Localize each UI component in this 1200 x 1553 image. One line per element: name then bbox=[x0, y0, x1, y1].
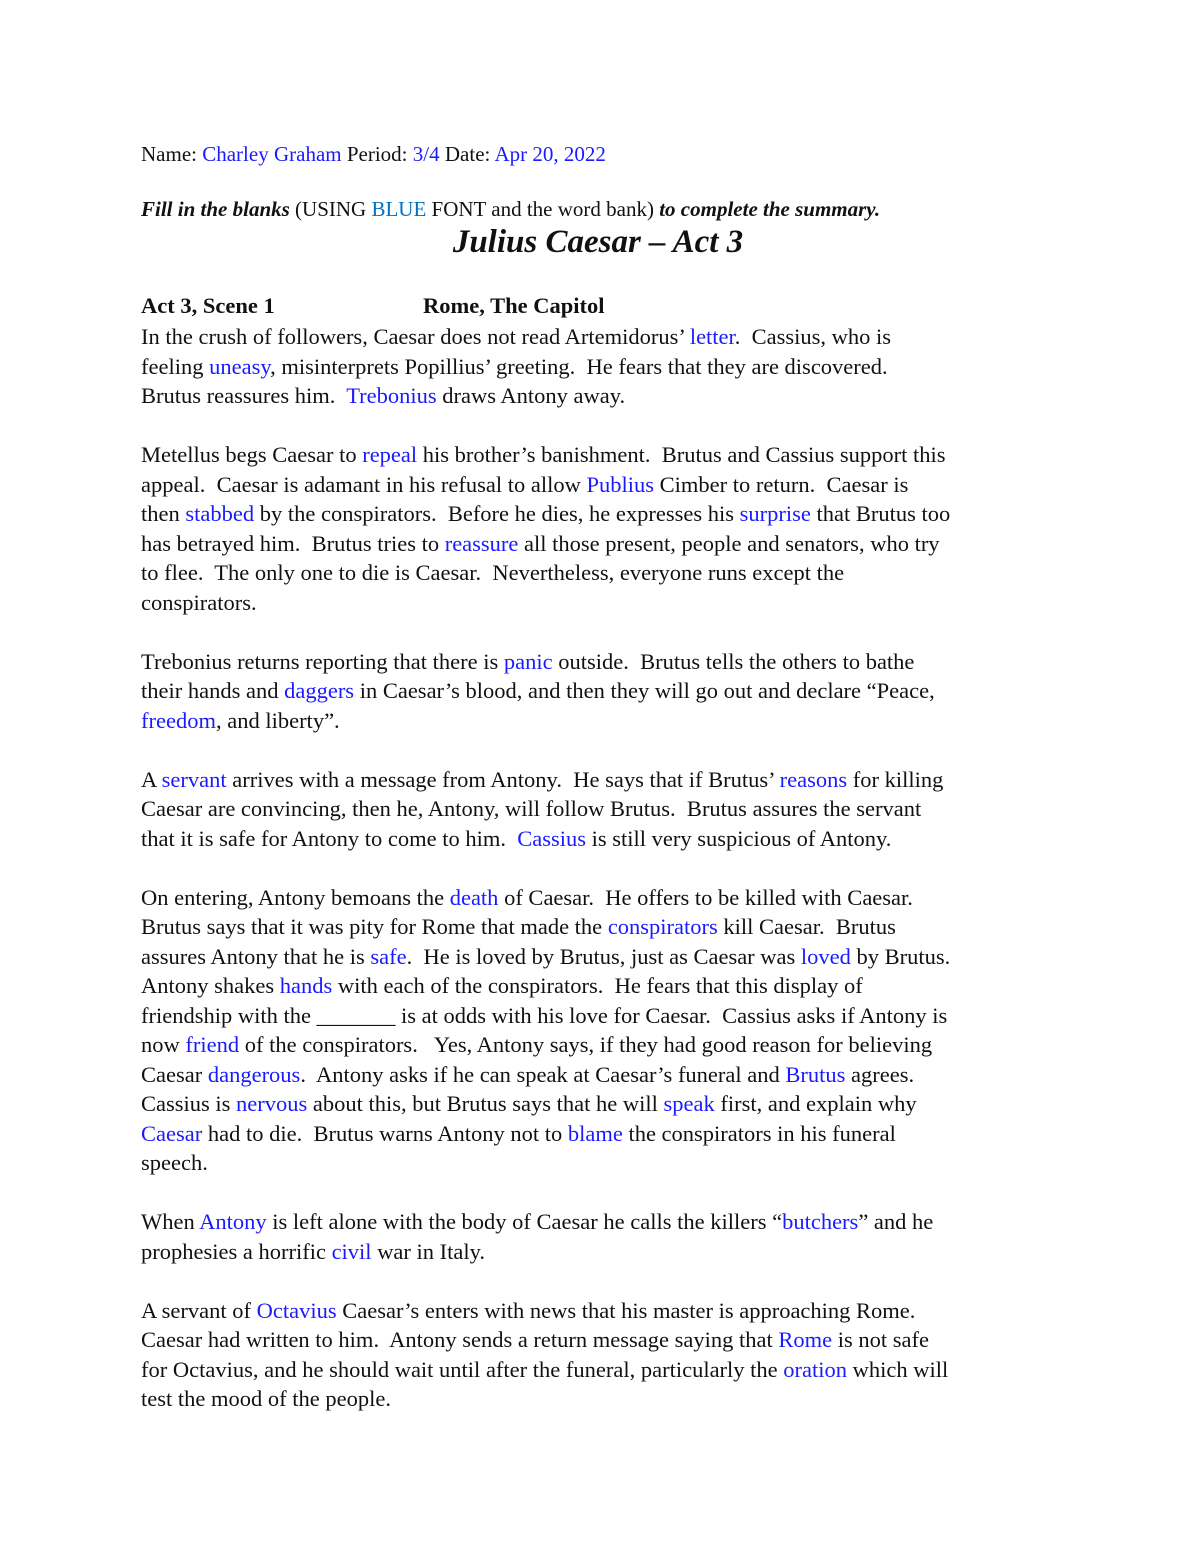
text-segment: in Caesar’s blood, and then they will go out and declare “Peace, bbox=[354, 678, 935, 703]
text-line bbox=[141, 381, 950, 411]
filled-blank: conspirators bbox=[607, 914, 718, 939]
text-line bbox=[141, 1030, 950, 1060]
text-line bbox=[141, 440, 950, 470]
text-line bbox=[141, 676, 950, 706]
text-line bbox=[141, 647, 950, 677]
text-segment: that it is safe for Antony to come to him. bbox=[141, 825, 518, 851]
text-line bbox=[141, 1207, 950, 1237]
text-line bbox=[141, 1237, 950, 1267]
text-segment: A bbox=[141, 766, 162, 792]
text-segment: , and liberty”. bbox=[215, 707, 340, 733]
text-segment: by Brutus. bbox=[850, 943, 951, 969]
text-segment: has betrayed him. Brutus tries to bbox=[141, 530, 445, 556]
text-line bbox=[141, 1384, 950, 1414]
text-segment: all those present, people and senators, who try bbox=[518, 530, 940, 556]
paragraph-gap bbox=[141, 411, 950, 441]
text-segment: Caesar had written to him. Antony sends a return message saying that bbox=[141, 1327, 779, 1352]
text-segment: Caesar’s enters with news that his master is approaching Rome. bbox=[336, 1297, 916, 1323]
scene-heading bbox=[141, 293, 605, 319]
filled-blank: Antony bbox=[199, 1209, 267, 1234]
summary-paragraph bbox=[141, 883, 950, 1178]
text-segment: now bbox=[141, 1032, 186, 1057]
text-segment: by the conspirators. Before he dies, he expresses his bbox=[254, 501, 740, 526]
filled-blank: butchers bbox=[782, 1209, 859, 1234]
period-value: 3/4 bbox=[412, 142, 440, 166]
text-segment: draws Antony away. bbox=[436, 383, 626, 408]
text-segment: outside. Brutus tells the others to bathe bbox=[552, 648, 915, 674]
text-segment: Brutus reassures him. bbox=[141, 383, 347, 408]
paragraph-gap bbox=[141, 735, 950, 765]
period-label: Period: bbox=[341, 142, 413, 166]
text-segment: . Cassius, who is bbox=[734, 324, 892, 349]
text-line bbox=[141, 794, 950, 824]
filled-blank: servant bbox=[161, 766, 227, 792]
filled-blank: death bbox=[449, 884, 499, 910]
text-segment: assures Antony that he is bbox=[141, 943, 371, 969]
text-segment: speech. bbox=[141, 1150, 208, 1175]
date-value: Apr 20, 2022 bbox=[494, 142, 606, 166]
text-line bbox=[141, 1325, 950, 1355]
text-segment: Brutus says that it was pity for Rome that made the bbox=[141, 914, 608, 939]
student-info-line bbox=[141, 142, 606, 167]
text-line bbox=[141, 912, 950, 942]
text-segment: their hands and bbox=[141, 678, 285, 703]
text-segment: Caesar are convincing, then he, Antony, will follow Brutus. Brutus assures the servant bbox=[141, 796, 922, 821]
filled-blank: stabbed bbox=[185, 501, 255, 526]
text-segment: In the crush of followers, Caesar does not read Artemidorus’ bbox=[141, 324, 690, 349]
summary-paragraph bbox=[141, 765, 950, 854]
scene-location: Rome, The Capitol bbox=[423, 293, 605, 318]
filled-blank: nervous bbox=[236, 1091, 308, 1116]
text-segment: Caesar bbox=[141, 1061, 208, 1087]
text-segment: the conspirators in his funeral bbox=[622, 1120, 896, 1146]
text-segment: with each of the conspirators. He fears that this display of bbox=[332, 973, 863, 998]
instructions-part5: to complete the summary. bbox=[659, 197, 881, 221]
filled-blank: speak bbox=[663, 1091, 715, 1116]
filled-blank: dangerous bbox=[207, 1061, 301, 1087]
text-line bbox=[141, 1060, 950, 1090]
text-segment: is still very suspicious of Antony. bbox=[585, 825, 892, 851]
instructions-part1: Fill in the blanks bbox=[141, 197, 290, 221]
text-segment: prophesies a horrific bbox=[141, 1238, 332, 1264]
text-line bbox=[141, 706, 950, 736]
text-segment: kill Caesar. Brutus bbox=[717, 914, 896, 939]
filled-blank: letter bbox=[689, 324, 735, 349]
document-title: Julius Caesar – Act 3 bbox=[452, 224, 744, 260]
summary-paragraph bbox=[141, 322, 950, 411]
text-segment: his brother’s banishment. Brutus and Cassius support this bbox=[417, 442, 946, 467]
text-segment: ” and he bbox=[858, 1209, 934, 1234]
name-label: Name: bbox=[141, 142, 203, 166]
text-segment: which will bbox=[847, 1356, 949, 1382]
text-segment: had to die. Brutus warns Antony not to bbox=[202, 1120, 568, 1146]
paragraph-gap bbox=[141, 1266, 950, 1296]
text-segment: Cimber to return. Caesar is bbox=[654, 471, 909, 497]
text-segment: conspirators. bbox=[141, 589, 257, 615]
text-segment: A servant of bbox=[141, 1297, 257, 1323]
text-segment: On entering, Antony bemoans the bbox=[141, 884, 450, 910]
text-line bbox=[141, 824, 950, 854]
filled-blank: reasons bbox=[779, 766, 848, 792]
text-line bbox=[141, 499, 950, 529]
text-line bbox=[141, 1001, 950, 1031]
text-segment: test the mood of the people. bbox=[141, 1386, 391, 1411]
text-line bbox=[141, 588, 950, 618]
filled-blank: loved bbox=[800, 943, 851, 969]
text-line bbox=[141, 883, 950, 913]
text-segment: then bbox=[141, 501, 186, 526]
filled-blank: daggers bbox=[284, 678, 355, 703]
text-segment: , misinterprets Popillius’ greeting. He fears that they are discovered. bbox=[270, 353, 888, 379]
paragraph-gap bbox=[141, 617, 950, 647]
filled-blank: Trebonius bbox=[346, 383, 437, 408]
filled-blank: Rome bbox=[778, 1327, 833, 1352]
text-segment: to flee. The only one to die is Caesar. Nevertheless, everyone runs except the bbox=[141, 560, 845, 585]
paragraph-gap bbox=[141, 1178, 950, 1208]
filled-blank: surprise bbox=[739, 501, 811, 526]
text-segment: for Octavius, and he should wait until after the funeral, particularly the bbox=[141, 1356, 784, 1382]
text-segment: Cassius is bbox=[141, 1091, 237, 1116]
text-line bbox=[141, 1148, 950, 1178]
text-segment: for killing bbox=[847, 766, 944, 792]
filled-blank: panic bbox=[503, 648, 553, 674]
text-segment: . He is loved by Brutus, just as Caesar was bbox=[406, 943, 801, 969]
text-line bbox=[141, 1296, 950, 1326]
filled-blank: civil bbox=[331, 1238, 372, 1264]
text-segment: first, and explain why bbox=[714, 1091, 917, 1116]
filled-blank: safe bbox=[370, 943, 407, 969]
text-segment: friendship with the _______ is at odds with his love for Caesar. Cassius asks if Antony is bbox=[141, 1002, 948, 1028]
text-segment: that Brutus too bbox=[810, 501, 951, 526]
filled-blank: blame bbox=[567, 1120, 623, 1146]
filled-blank: repeal bbox=[362, 442, 418, 467]
instructions bbox=[141, 197, 880, 222]
instructions-blue-word: BLUE bbox=[371, 197, 427, 221]
text-line bbox=[141, 322, 950, 352]
instructions-part2: (USING bbox=[289, 197, 372, 221]
summary-paragraph bbox=[141, 1296, 950, 1414]
instructions-part4: FONT and the word bank) bbox=[426, 197, 660, 221]
text-line bbox=[141, 470, 950, 500]
text-segment: Metellus begs Caesar to bbox=[141, 442, 363, 467]
text-segment: about this, but Brutus says that he will bbox=[307, 1091, 664, 1116]
text-line bbox=[141, 1089, 950, 1119]
text-segment: of the conspirators. Yes, Antony says, if they had good reason for believing bbox=[239, 1032, 933, 1057]
text-line bbox=[141, 558, 950, 588]
text-segment: agrees. bbox=[845, 1061, 915, 1087]
filled-blank: Publius bbox=[586, 471, 655, 497]
text-segment: arrives with a message from Antony. He says that if Brutus’ bbox=[226, 766, 780, 792]
summary-paragraph bbox=[141, 647, 950, 736]
summary-body bbox=[141, 322, 950, 1414]
text-segment: war in Italy. bbox=[371, 1238, 486, 1264]
filled-blank: hands bbox=[279, 973, 333, 998]
date-label: Date: bbox=[439, 142, 495, 166]
filled-blank: Cassius bbox=[517, 825, 586, 851]
filled-blank: uneasy bbox=[209, 353, 271, 379]
name-value: Charley Graham bbox=[202, 142, 342, 166]
filled-blank: reassure bbox=[444, 530, 519, 556]
text-line bbox=[141, 529, 950, 559]
text-line bbox=[141, 1119, 950, 1149]
filled-blank: Brutus bbox=[785, 1061, 846, 1087]
filled-blank: Caesar bbox=[141, 1120, 203, 1146]
text-line bbox=[141, 942, 950, 972]
text-segment: is not safe bbox=[832, 1327, 929, 1352]
text-segment: . Antony asks if he can speak at Caesar’s funeral and bbox=[300, 1061, 786, 1087]
text-segment: When bbox=[141, 1209, 200, 1234]
filled-blank: friend bbox=[185, 1032, 240, 1057]
text-segment: appeal. Caesar is adamant in his refusal to allow bbox=[141, 471, 587, 497]
summary-paragraph bbox=[141, 440, 950, 617]
summary-paragraph bbox=[141, 1207, 950, 1266]
filled-blank: freedom bbox=[141, 707, 216, 733]
paragraph-gap bbox=[141, 853, 950, 883]
text-segment: of Caesar. He offers to be killed with Caesar. bbox=[498, 884, 913, 910]
text-segment: is left alone with the body of Caesar he calls the killers “ bbox=[266, 1209, 783, 1234]
text-line bbox=[141, 971, 950, 1001]
filled-blank: oration bbox=[783, 1356, 848, 1382]
scene-label: Act 3, Scene 1 bbox=[141, 293, 275, 318]
text-line bbox=[141, 352, 950, 382]
text-line bbox=[141, 765, 950, 795]
filled-blank: Octavius bbox=[256, 1297, 337, 1323]
text-line bbox=[141, 1355, 950, 1385]
text-segment: Trebonius returns reporting that there is bbox=[141, 648, 504, 674]
text-segment: Antony shakes bbox=[141, 973, 280, 998]
text-segment: feeling bbox=[141, 353, 210, 379]
